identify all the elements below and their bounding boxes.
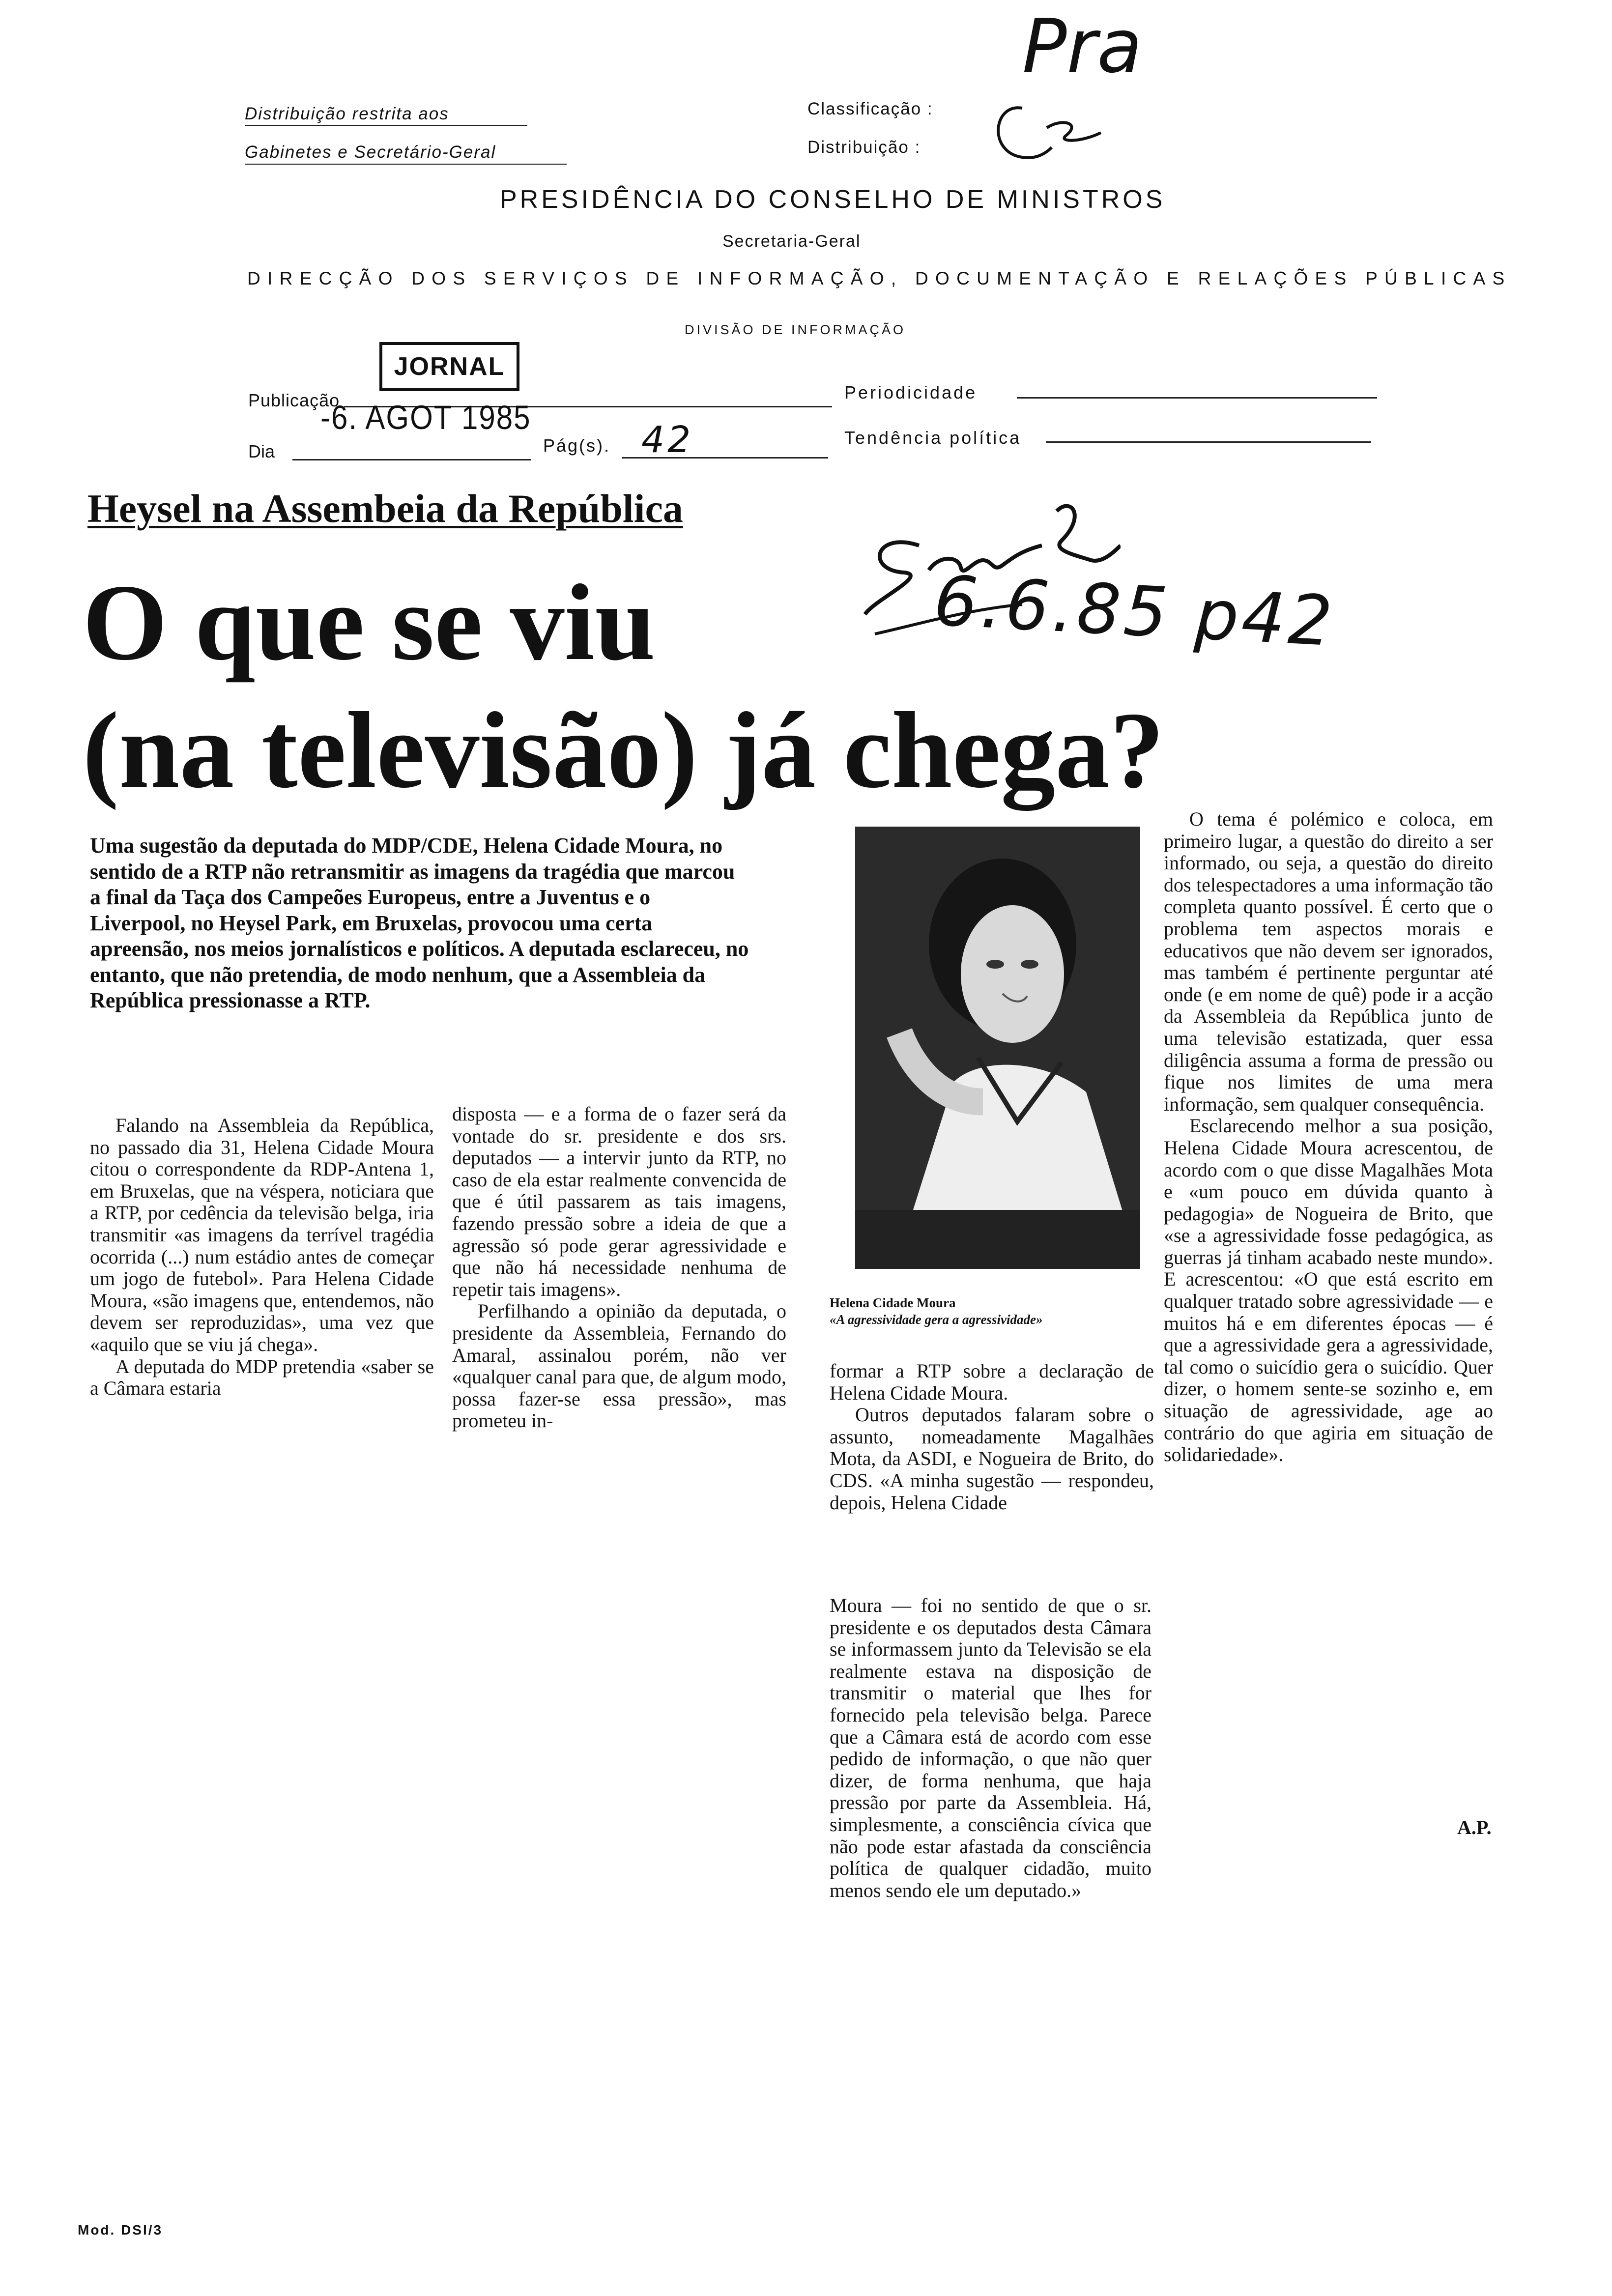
column-3-paragraph: formar a RTP sobre a declaração de Helena Cidade Moura. xyxy=(830,1360,1154,1404)
column-1-paragraph: A deputada do MDP pretendia «saber se a Câmara estaria xyxy=(90,1355,434,1400)
restricted-line-2: Gabinetes e Secretário-Geral xyxy=(245,143,496,162)
article-column-3-upper xyxy=(830,1360,1154,1514)
portrait-photo xyxy=(855,827,1140,1269)
article-column-4 xyxy=(1164,808,1493,1466)
portrait-illustration xyxy=(855,827,1140,1269)
article-lead: Uma sugestão da deputada do MDP/CDE, Helena Cidade Moura, no sentido de a RTP não retransmitir as imagens da tragédia que marcou a final da Taça dos Campeões Europeus, entre a Juventus e o Liverpool, no Heysel Park, em Bruxelas, provocou uma certa apreensão, nos meios jornalísticos e políticos. A deputada esclareceu, no entanto, que não pretendia, de modo nenhum, que a Assembleia da República pressionasse a RTP. xyxy=(90,833,749,1012)
jornal-stamp: JORNAL xyxy=(379,342,519,391)
tendencia-underline xyxy=(1046,441,1371,443)
direccao-heading: DIRECÇÃO DOS SERVIÇOS DE INFORMAÇÃO, DOCUMENTAÇÃO E RELAÇÕES PÚBLICAS xyxy=(247,268,1512,288)
headline-line-1: O que se viu xyxy=(83,562,656,683)
column-2-paragraph: disposta — e a forma de o fazer será da vontade do sr. presidente e dos srs. deputados — a intervir junto da RTP, no caso de ela estar realmente convencida de que é útil passarem as tais imagens, fazendo pressão sobre a ideia de que a agressão só pode gerar agressividade e que não há necessidade nenhuma de repetir tais imagens». xyxy=(452,1103,786,1300)
photo-caption-name: Helena Cidade Moura xyxy=(830,1295,956,1310)
restricted-underline-1 xyxy=(245,125,527,126)
column-4-paragraph: O tema é polémico e coloca, em primeiro lugar, a questão do direito a ser informado, ou seja, a questão do direito dos telespectadores a uma informação tão completa quanto possível. É certo que o problema tem aspectos morais e educativos que não devem ser ignorados, mas também é pertinente perguntar até onde (e em nome de quê) pode ir a acção da Assembleia da República junto de uma televisão estatizada, quer essa diligência assuma a forma de pressão ou fique nos limites de uma mera informação, sem qualquer consequência. xyxy=(1164,808,1493,1115)
date-stamp: -6. AGOT 1985 xyxy=(320,398,531,436)
top-handwritten-mark: Pra xyxy=(1022,4,1143,89)
pags-label: Pág(s). xyxy=(543,435,611,456)
publicacao-label: Publicação xyxy=(248,390,340,410)
column-3-paragraph: Outros deputados falaram sobre o assunto, nomeadamente Magalhães Mota, da ASDI, e Nogueira de Brito, do CDS. «A minha sugestão — respondeu, depois, Helena Cidade xyxy=(830,1404,1154,1514)
secretaria-heading: Secretaria-Geral xyxy=(722,232,861,251)
ministry-heading: PRESIDÊNCIA DO CONSELHO DE MINISTROS xyxy=(500,185,1166,214)
column-1-paragraph: Falando na Assembleia da República, no passado dia 31, Helena Cidade Moura citou o correspondente da RDP-Antena 1, em Bruxelas, que na véspera, noticiara que a RTP, por cedência da televisão belga, iria transmitir «as imagens da terrível tragédia ocorrida (...) num estádio antes de começar um jogo de futebol». Para Helena Cidade Moura, «são imagens que, entendemos, não devem ser reproduzidas», uma vez que «aquilo que se viu já chega». xyxy=(90,1114,434,1355)
headline-line-2: (na televisão) já chega? xyxy=(83,690,1165,811)
article-column-3-lower xyxy=(830,1595,1151,1901)
article-column-1 xyxy=(90,1115,434,1400)
photo-caption-quote: «A agressividade gera a agressividade» xyxy=(830,1312,1043,1327)
column-2-paragraph: Perfilhando a opinião da deputada, o presidente da Assembleia, Fernando do Amaral, assinalou porém, não ver «qualquer canal para que, de algum modo, possa fazer-se essa pressão», mas prometeu in- xyxy=(452,1300,786,1432)
tendencia-label: Tendência política xyxy=(844,428,1022,448)
handwritten-date-note: 6.6.85 p42 xyxy=(932,561,1337,662)
restricted-underline-2 xyxy=(245,164,567,165)
classificacao-label: Classificação : xyxy=(807,99,933,118)
article-signature: A.P. xyxy=(1457,1816,1492,1838)
column-3-paragraph: Moura — foi no sentido de que o sr. presidente e os deputados desta Câmara se informassem junto da Televisão se ela realmente estava na disposição de transmitir o material que lhes for fornecido pela televisão belga. Parece que a Câmara está de acordo com esse pedido de informação, o que não quer dizer, de forma nenhuma, que haja pressão por parte da Assembleia. Há, simplesmente, a consciência cívica que não pode estar afastada da consciência política de qualquer cidadão, muito menos sendo ele um deputado.» xyxy=(830,1594,1151,1901)
dia-underline xyxy=(292,459,531,460)
form-footer-code: Mod. DSI/3 xyxy=(78,2222,163,2238)
divisao-heading: DIVISÃO DE INFORMAÇÃO xyxy=(685,322,906,337)
handwritten-scribble xyxy=(983,98,1130,172)
article-column-2 xyxy=(452,1103,786,1432)
periodicidade-label: Periodicidade xyxy=(844,382,978,402)
dia-label: Dia xyxy=(248,441,275,461)
article-kicker: Heysel na Assembeia da República xyxy=(87,486,683,531)
column-4-paragraph: Esclarecendo melhor a sua posição, Helena Cidade Moura acrescentou, de acordo com o que disse Magalhães Mota e «um pouco em dúvida quanto à pedagogia» de Nogueira de Brito, que «se a agressividade fosse pedagógica, as guerras já tinham acabado neste mundo». E acrescentou: «O que está escrito em qualquer tratado sobre agressividade — e muitos há e em diferentes épocas — é que a agressividade gera a agressividade, tal como o suicídio gera o suicídio. Quer dizer, o homem sente-se sozinho e, em situação de agressividade, age ao contrário do que agiria em situação de solidariedade». xyxy=(1164,1115,1493,1466)
periodicidade-underline xyxy=(1017,397,1377,399)
distribuicao-label: Distribuição : xyxy=(807,138,921,157)
handwritten-signature xyxy=(845,487,1121,644)
pages-handwritten: 42 xyxy=(641,419,694,461)
restricted-line-1: Distribuição restrita aos xyxy=(245,104,449,123)
